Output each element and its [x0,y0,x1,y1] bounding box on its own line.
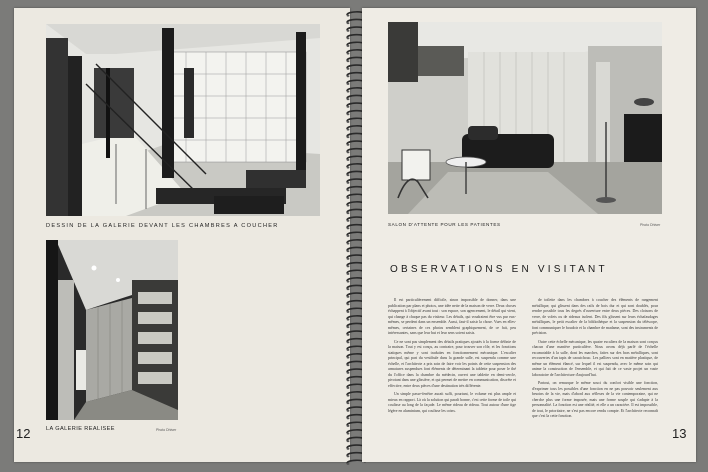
spiral-hole [347,22,350,24]
spiral-hole [347,60,350,62]
spiral-hole [347,341,350,343]
spiral-hole [347,68,350,70]
spiral-hole [347,243,350,245]
spiral-hole [347,349,350,351]
gallery-realised-photo [46,240,178,420]
spiral-hole [347,227,350,229]
spiral-hole [347,75,350,77]
right-page-number: 13 [672,426,687,441]
column-2-paragraph: Partout, on remarque le même souci du confort visible une fonction, d'exprimer tous les possibles d'une fonction en ne pas pouvoir seulement aux besoins de la vie, mais d'abord aux réflexes de la vie contemporaine, qui ne cherche plus une forme imposée, mais une forme souple qui s'adapte à la personnalité. La fonction est une réalité, et elle a un caractère. Il est impossible, de tout, le prioritaire, ne s'est pas encore rendu compte. Et l'architecte reconnaît que c'est la cette fonction. [532,381,658,418]
spiral-hole [347,45,350,47]
spiral-hole [347,167,350,169]
spiral-hole [347,296,350,298]
spiral-hole [347,364,350,366]
spiral-hole [347,144,350,146]
spiral-hole [347,265,350,267]
spiral-hole [347,30,350,32]
gallery-drawing-illustration [46,24,320,216]
spiral-hole [347,395,350,397]
spiral-hole [347,197,350,199]
spiral-hole [347,417,350,419]
gallery-realised-illustration [46,240,178,420]
spiral-hole [347,182,350,184]
spiral-hole [347,463,350,465]
waiting-room-credit: Photo Dhiver [640,223,661,227]
spiral-hole [347,121,350,123]
waiting-room-photo [388,22,662,214]
spiral-hole [347,448,350,450]
spiral-hole [347,288,350,290]
spiral-hole [347,319,350,321]
spiral-hole [347,425,350,427]
spiral-hole [347,106,350,108]
spiral-hole [347,235,350,237]
spiral-hole [347,159,350,161]
spiral-hole [347,129,350,131]
spiral-hole [347,91,350,93]
spiral-hole [347,189,350,191]
spiral-hole [347,379,350,381]
gallery-drawing-photo [46,24,320,216]
spiral-hole [347,113,350,115]
spiral-hole [347,250,350,252]
spiral-hole [347,402,350,404]
spiral-hole [347,433,350,435]
waiting-room-caption: SALON D'ATTENTE POUR LES PATIENTES [388,222,501,227]
spiral-hole [347,357,350,359]
gallery-realised-caption: LA GALERIE REALISEE [46,426,115,432]
spiral-hole [347,372,350,374]
spiral-hole [347,326,350,328]
right-page [362,8,696,462]
column-2-paragraph: de toilette dans les chambres à coucher des éléments de rangement métallique, qui glissent dans des rails de bois dur et qui sont doublés, pour rendre possible tous les degrés d'ouverture entre deux pièces. Des cloisons de verre, de volets ou de rideaux isolent. Des fils glissent sur leurs échafaudages métalliques, le petit escalier de la bibliothèque et la suspension du téléscope, font communiquer le boudoir et la chambre de madame, sont des instruments de précision. [532,298,658,335]
spiral-hole [347,205,350,207]
spiral-hole [347,37,350,39]
spiral-hole [347,83,350,85]
spiral-hole [347,136,350,138]
spiral-hole [347,440,350,442]
spiral-hole [347,410,350,412]
spiral-hole [347,212,350,214]
gallery-realised-credit: Photo Dhiver [156,428,177,432]
spiral-hole [347,258,350,260]
column-2-paragraph: Outre cette échelle mécanique, les quatre escaliers de la maison sont conçus chacun d'une manière particulière. Nous avons déjà parlé de l'échelle escamotable à la salle, dont les marches, faites sur des bras métalliques, sont recouvertes d'un tapis de caoutchouc. Les palliers sont en matière plastique, de même un élément élancé, sur lequel il est suspendu, avec le même soin qui anime la construction de l'ensemble, et qui fait de ce vaste projet un vaste laboratoire de l'architecture d'aujourd'hui. [532,339,658,377]
column-1-paragraph: Il est particulièrement difficile, sinon impossible de donner, dans une publication par plans et photos, une idée nette de la maison de verre. Deux choses échappent à l'objectif avant tout : son espace, son agencement, le détail qui vient, qui change à chaque pas du visiteur. Les détails, qui voudraient être vus par eux-mêmes, se perdent dans un ensemble. Aussi, faut-il saisir la chose. Vues en elles-mêmes, certaines de ces photos semblent graphiquement, de ce fait, peu intéressantes, sans que leur but et leur sens soient saisis. [388,298,516,335]
waiting-room-illustration [388,22,662,214]
spiral-hole [347,387,350,389]
spiral-hole [347,334,350,336]
article-column-1 [388,298,516,444]
spiral-hole [347,151,350,153]
spiral-hole [347,311,350,313]
spiral-hole [347,174,350,176]
spiral-hole [347,273,350,275]
gallery-drawing-caption: DESSIN DE LA GALERIE DEVANT LES CHAMBRES A COUCHER [46,223,279,229]
spiral-hole [347,281,350,283]
column-1-paragraph: Un simple passe-fenêtre aurait suffi, pourtant, le volume est plus ample et mieux en rapport. Là où la solution qui paraît bonne, c'est cette forme de toile qui coulisse au long de la façade. Le même rideau de rideau. Tout autour d'une tige légère en aluminium, qui coulisse les coins. [388,392,516,413]
left-page [14,8,350,462]
column-1-paragraph: Ce ne sont pas simplement des détails pratiques ajoutés à la forme définie de la maison. Tout y est conçu, au contraire, pour trouver son rôle, et les fonctions statiques même y sont traduites en fonctionnement mécanique. L'escalier principal, qui part du vestibule dans la grande salle, est suspendu comme une échelle, et l'architecte a pris soin de faire voir les points de cette suspension des armatures suspendues font éléments de déterminant la tablette pour poser le thé du l'office dans la chambre du médecin, ouvert une tablette en demi-cercle, pivotant dans une glissière, et qui permet de mettre en communication, discrète et effective, entre deux pièces d'une destination très différente. [388,339,516,388]
spiral-hole [347,303,350,305]
spiral-hole [347,220,350,222]
left-page-number: 12 [16,426,31,441]
article-column-2 [532,298,658,444]
spiral-hole [347,455,350,457]
spiral-hole [347,53,350,55]
article-heading: OBSERVATIONS EN VISITANT [390,264,608,275]
spiral-hole [347,15,350,17]
spiral-hole [347,98,350,100]
